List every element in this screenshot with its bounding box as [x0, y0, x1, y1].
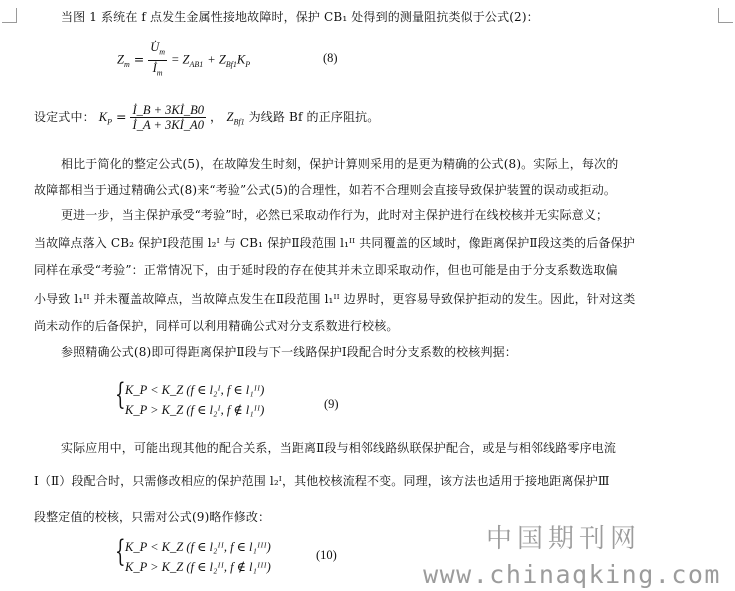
- paragraph-6-line-1: 实际应用中，可能出现其他的配合关系，当距离Ⅱ段与相邻线路纵联保护配合，或是与相邻线路零序电流: [61, 441, 617, 455]
- paragraph-4-line-5: 尚未动作的后备保护，同样可以利用精确公式对分支系数进行校核。: [34, 319, 399, 333]
- paragraph-4-line-2: 当故障点落入 CB₂ 保护Ⅰ段范围 l₂ᴵ 与 CB₁ 保护Ⅱ段范围 l₁ᴵᴵ 共同覆盖的区域时，像距离保护Ⅱ段这类的后备保护: [34, 236, 635, 250]
- eq8-plus: + Z: [207, 52, 226, 67]
- equation-8-number: (8): [323, 51, 338, 65]
- eq9-brace: {: [115, 377, 126, 412]
- eq8-lhs: Z: [117, 52, 124, 67]
- eq8-denominator: İ: [152, 60, 157, 75]
- equation-9: [115, 377, 295, 424]
- paragraph-5: 参照精确公式(8)即可得距离保护Ⅱ段与下一线路保护Ⅰ段配合时分支系数的校核判据：: [61, 345, 517, 359]
- kp-fraction: [130, 103, 206, 132]
- eq10-line-2: K_P > K_Z (f ∈ l₂ᴵᴵ, f ∉ l₁ᴵᴵᴵ): [125, 560, 271, 574]
- kp-z-sub: Bf1: [233, 117, 245, 127]
- paragraph-4-line-4: 小导致 l₁ᴵᴵ 并未覆盖故障点，当故障点发生在Ⅱ段范围 l₁ᴵᴵ 边界时，更容易导致保护拒动的发生。因此，针对这类: [34, 292, 636, 306]
- eq8-rhs-sub2: Bf1: [225, 60, 237, 69]
- eq8-tail-sub: P: [245, 60, 251, 69]
- eq8-rhs: = Z: [170, 52, 190, 67]
- kp-definition: 设定式中： $K_P$ = $\frac{İ\_B + 3Kİ\_B0}{İ\_A + 3Kİ\_A0}$ ， $Z_{Bf1}$ 为线路 Bf 的正序阻抗。: [34, 103, 380, 132]
- paragraph-4-line-1: 更进一步，当主保护承受“考验”时，必然已采取动作行为，此时对主保护进行在线校核并无实际意义；: [61, 208, 609, 222]
- eq8-denominator-sub: m: [156, 68, 163, 77]
- watermark-site-url: www.chinaqking.com: [423, 560, 721, 589]
- equation-10: [115, 534, 305, 581]
- kp-lhs-sub: P: [107, 117, 112, 127]
- watermark-site-name: 中国期刊网: [485, 524, 641, 554]
- paragraph-6-line-2: Ⅰ（Ⅱ）段配合时，只需修改相应的保护范围 l₂ᴵ，其他校核流程不变。同理，该方法也适用于接地距离保护Ⅲ: [34, 474, 610, 488]
- eq9-line-1: K_P < K_Z (f ∈ l₂ᴵ, f ∈ l₁ᴵᴵ): [125, 383, 265, 397]
- eq10-line-1: K_P < K_Z (f ∈ l₂ᴵᴵ, f ∈ l₁ᴵᴵᴵ): [125, 540, 271, 554]
- paragraph-3-line-1: 相比于简化的整定公式(5)，在故障发生时刻，保护计算则采用的是更为精确的公式(8)。实际上，每次的: [61, 157, 619, 171]
- equation-9-number: (9): [324, 397, 339, 411]
- equation-10-number: (10): [316, 548, 337, 562]
- eq8-numerator: U̇: [150, 40, 160, 54]
- kp-lhs: K: [98, 110, 108, 124]
- kp-denominator: İ_A + 3Kİ_A0: [132, 118, 204, 132]
- paragraph-1: 当图 1 系统在 f 点发生金属性接地故障时，保护 CB₁ 处得到的测量阻抗类似于公式(2)：: [61, 10, 539, 24]
- kp-z: Z: [226, 110, 234, 124]
- definition-suffix: 为线路 Bf 的正序阻抗。: [248, 110, 380, 124]
- page-corner-mark-left: [2, 8, 17, 23]
- definition-prefix: 设定式中：: [34, 110, 95, 124]
- paragraph-6-line-3: 段整定值的校核，只需对公式(9)略作修改：: [34, 510, 271, 524]
- equation-8: $Z_m$ = $\frac{U̇_m}{İ_m}$ = $Z_{AB1} + Z_{Bf1}K_P$: [117, 40, 250, 80]
- eq8-lhs-sub: m: [123, 60, 130, 69]
- eq9-line-2: K_P > K_Z (f ∈ l₂ᴵ, f ∉ l₁ᴵᴵ): [125, 403, 265, 417]
- paragraph-3-line-2: 故障都相当于通过精确公式(8)来“考验”公式(5)的合理性，如若不合理则会直接导致保护装置的误动或拒动。: [34, 183, 617, 197]
- eq8-tail: K: [236, 52, 246, 67]
- paragraph-4-line-3: 同样在承受“考验”：正常情况下，由于延时段的存在使其并未立即采取动作，但也可能是由于分支系数选取偏: [34, 263, 618, 277]
- eq10-brace: {: [115, 534, 126, 569]
- eq8-fraction: [148, 40, 167, 80]
- eq8-rhs-sub1: AB1: [189, 60, 204, 69]
- page-corner-mark-right: [718, 8, 733, 23]
- eq8-numerator-sub: m: [159, 47, 165, 57]
- kp-numerator: İ_B + 3Kİ_B0: [132, 103, 205, 117]
